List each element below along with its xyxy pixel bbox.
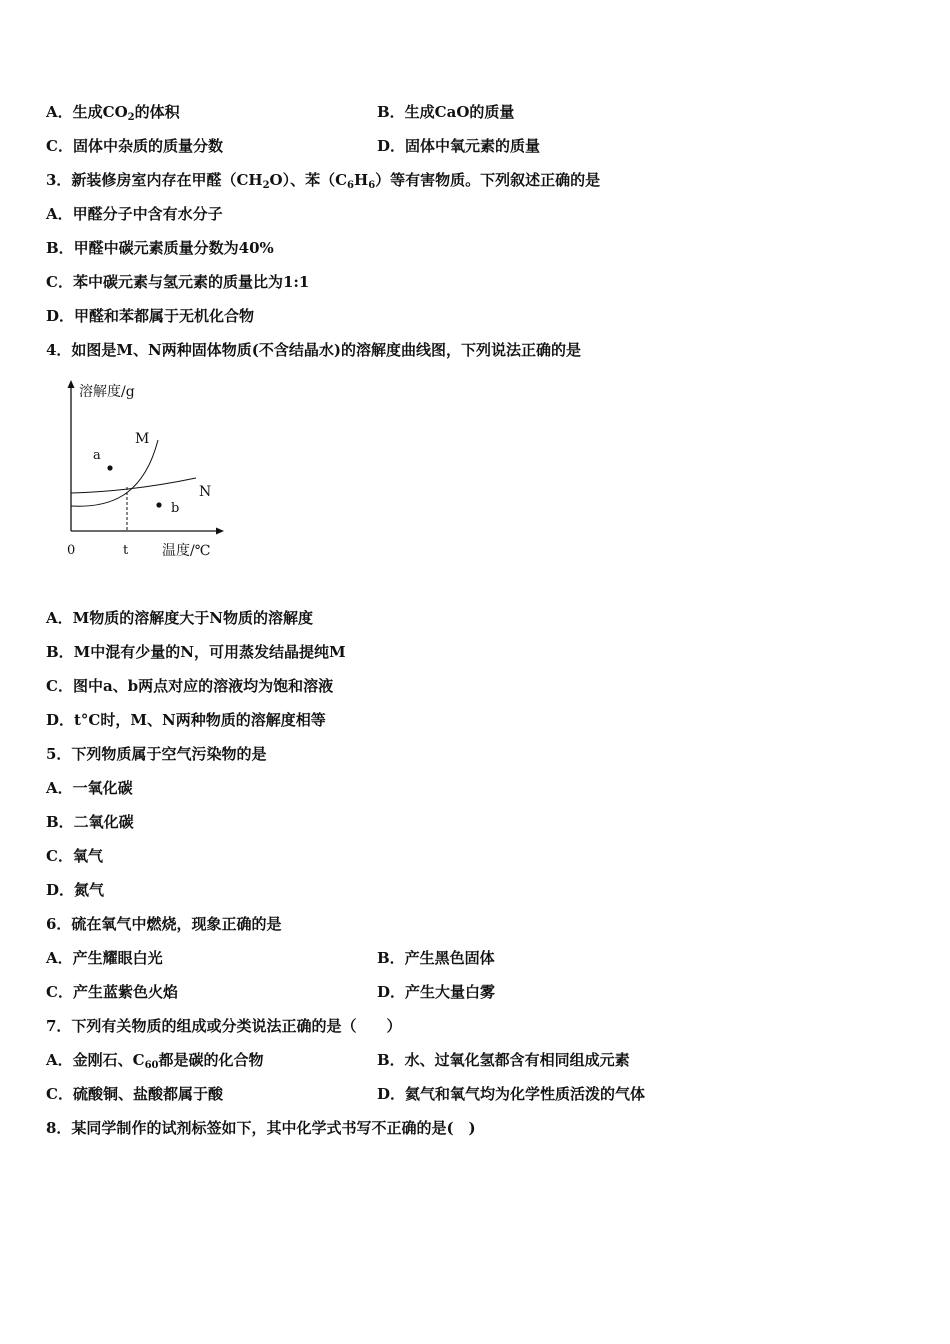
q4-option-b: B．M中混有少量的N，可用蒸发结晶提纯M	[46, 643, 346, 661]
q3-option-c: C．苯中碳元素与氢元素的质量比为1:1	[46, 273, 310, 291]
y-axis-label: 溶解度/g	[79, 384, 135, 400]
q5-option-c: C．氧气	[46, 847, 103, 865]
q3-option-a: A．甲醛分子中含有水分子	[46, 205, 223, 223]
q2-option-b: B．生成CaO的质量	[377, 103, 515, 121]
y-axis-arrow	[68, 380, 75, 388]
q2-option-c: C．固体中杂质的质量分数	[46, 137, 223, 155]
curve-n-label: N	[199, 484, 212, 500]
q6-option-d: D．产生大量白雾	[377, 983, 496, 1001]
q5-option-a: A．一氧化碳	[46, 779, 133, 797]
q7-option-a: A．金刚石、$C_{60}$都是碳的化合物	[46, 1051, 264, 1071]
q8-stem: 8．某同学制作的试剂标签如下，其中化学式书写不正确的是( )	[46, 1119, 476, 1137]
x-axis-label: 温度/℃	[162, 543, 211, 559]
q7-option-b: B．水、过氧化氢都含有相同组成元素	[377, 1051, 630, 1069]
point-a-label: a	[93, 448, 101, 463]
curve-m-label: M	[135, 431, 150, 447]
q2-option-a: A．生成$CO_2$的体积	[46, 103, 180, 123]
curve-n	[71, 478, 196, 493]
q2-option-d: D．固体中氧元素的质量	[377, 137, 541, 155]
point-b-label: b	[171, 501, 180, 516]
q6-stem: 6．硫在氧气中燃烧，现象正确的是	[46, 915, 282, 933]
q6-option-a: A．产生耀眼白光	[46, 949, 163, 967]
q7-option-c: C．硫酸铜、盐酸都属于酸	[46, 1085, 223, 1103]
q5-option-d: D．氮气	[46, 881, 105, 899]
q4-option-a: A．M物质的溶解度大于N物质的溶解度	[46, 609, 313, 627]
q4-option-d: D．t°C时，M、N两种物质的溶解度相等	[46, 711, 326, 729]
q7-stem: 7．下列有关物质的组成或分类说法正确的是（ ）	[46, 1017, 402, 1035]
q7-option-d: D．氦气和氧气均为化学性质活泼的气体	[377, 1085, 646, 1103]
point-b	[156, 502, 161, 507]
q4-stem: 4．如图是M、N两种固体物质(不含结晶水)的溶解度曲线图，下列说法正确的是	[46, 341, 581, 359]
q6-option-c: C．产生蓝紫色火焰	[46, 983, 178, 1001]
q5-option-b: B．二氧化碳	[46, 813, 134, 831]
origin-label: 0	[67, 543, 76, 558]
solubility-curve-figure	[58, 376, 228, 566]
q3-stem: 3．新装修房室内存在甲醛$(CH_2O)$、苯$(C_6H_6)$等有害物质。下列叙述正确的是	[46, 171, 601, 191]
curve-m	[71, 440, 158, 506]
q3-option-b: B．甲醛中碳元素质量分数为40%	[46, 239, 274, 257]
x-axis-arrow	[216, 528, 224, 535]
q4-option-c: C．图中a、b两点对应的溶液均为饱和溶液	[46, 677, 334, 695]
q3-option-d: D．甲醛和苯都属于无机化合物	[46, 307, 255, 325]
point-a	[107, 465, 112, 470]
q6-option-b: B．产生黑色固体	[377, 949, 495, 967]
q5-stem: 5．下列物质属于空气污染物的是	[46, 745, 267, 763]
t-label: t	[123, 543, 129, 558]
